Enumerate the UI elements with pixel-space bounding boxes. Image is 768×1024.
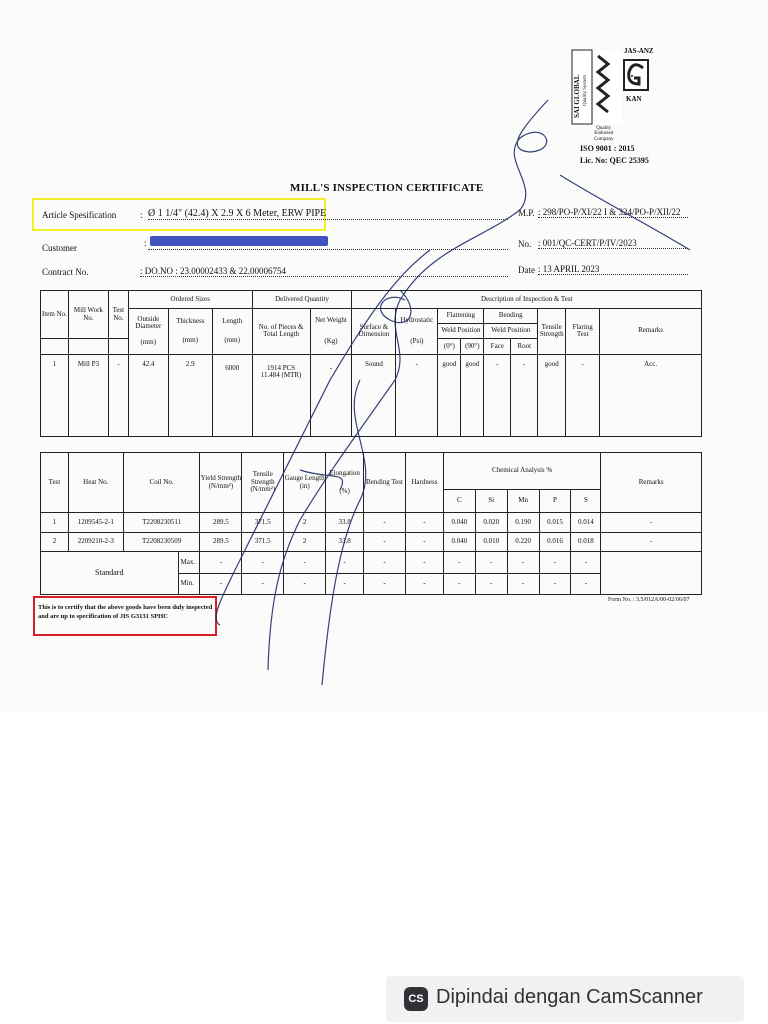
cell-yield: 289.5	[200, 513, 242, 533]
sai-global-logo	[568, 46, 678, 172]
cell-face: -	[484, 354, 511, 436]
col-face: Face	[484, 339, 511, 354]
cell-tens: 371.5	[242, 532, 284, 552]
logo-accreditation-top: JAS-ANZ	[624, 47, 654, 55]
cell-pieces-count: 1914 PCS	[266, 363, 296, 372]
cell-dash: -	[200, 574, 242, 595]
cell-dash: -	[242, 574, 284, 595]
certification-line: This is to certify that the above goods have been duly inspected	[38, 604, 213, 611]
camscanner-label: Dipindai dengan CamScanner	[436, 986, 703, 1008]
col-description: Description of Inspection & Test	[352, 291, 702, 309]
cell-mn: 0.220	[507, 532, 539, 552]
cell-p: 0.016	[539, 532, 571, 552]
cell-tens: 371.5	[242, 513, 284, 533]
licence-number: Lic. No: QEC 25395	[580, 156, 649, 165]
col-yield-label: Yield Strength	[200, 474, 242, 483]
sai-global-logo-graphic	[568, 46, 678, 172]
cell-flaring: -	[566, 354, 600, 436]
camscanner-icon: CS	[404, 987, 428, 1011]
cell-elong: 33.8	[326, 532, 364, 552]
col-p: P	[539, 489, 571, 512]
col-elong-label: Elongation	[329, 469, 360, 478]
date-value: : 13 APRIL 2023	[538, 264, 688, 275]
cell-si: 0.010	[475, 532, 507, 552]
cell-item: 1	[41, 354, 69, 436]
col-delivered-quantity: Delivered Quantity	[252, 291, 352, 309]
col-test: Test	[41, 453, 69, 513]
cell-dash: -	[364, 574, 406, 595]
cell-flat-90: good	[461, 354, 484, 436]
logo-brand: SAI GLOBAL	[573, 74, 581, 118]
col-gauge	[284, 453, 326, 513]
col-pieces: No. of Pieces & Total Length	[252, 308, 310, 354]
col-od-label: Outside Diameter	[135, 315, 162, 331]
col-hardness: Hardness	[405, 453, 443, 513]
col-flat-weld-position: Weld Position	[438, 323, 484, 338]
cell-heat: 1209545-2-1	[68, 513, 123, 533]
col-chemical: Chemical Analysis %	[443, 453, 600, 490]
cell-remarks: Acc.	[600, 354, 702, 436]
test-row	[41, 513, 702, 533]
contract-value: : DO.NO : 23.00002433 & 22.00006754	[140, 266, 508, 277]
cell-dash: -	[507, 574, 539, 595]
col-hydrostatic	[396, 308, 438, 354]
col-net-weight	[310, 308, 352, 354]
cell-dash: -	[326, 552, 364, 574]
cell-test: 1	[41, 513, 69, 533]
cell-hard: -	[405, 532, 443, 552]
article-value	[148, 208, 508, 220]
col-netw-unit: (Kg)	[324, 337, 338, 346]
cell-dash: -	[539, 552, 571, 574]
logo-accreditation-bottom: KAN	[626, 95, 642, 103]
col-thk-unit: (mm)	[182, 336, 199, 345]
iso-label: ISO 9001 : 2015	[580, 144, 635, 153]
customer-label: Customer	[42, 243, 77, 253]
certification-line: and are up to specification of JIS G3131 SPHC	[38, 613, 168, 621]
cell-hard: -	[405, 513, 443, 533]
col-mn: Mn	[507, 489, 539, 512]
camscanner-watermark	[386, 976, 744, 1022]
col-flaring: Flaring Test	[566, 308, 600, 354]
cell-coil: T2208230511	[123, 513, 200, 533]
col-item-no: Item No.	[41, 291, 69, 339]
logo-caption-line: Company	[594, 136, 614, 142]
cell-bend: -	[364, 513, 406, 533]
date-label: Date	[518, 265, 535, 275]
cell-yield: 289.5	[200, 532, 242, 552]
no-label: No.	[518, 239, 532, 249]
col-tens-unit: (N/mm²)	[250, 485, 276, 494]
col-tens-label: Tensile Strength	[250, 470, 275, 486]
mechanical-chemical-table	[40, 452, 702, 595]
col-gauge-unit: (in)	[299, 481, 310, 490]
cell-s: 0.014	[571, 513, 601, 533]
col-flat-90: (90°)	[461, 339, 484, 354]
col-si: Si	[475, 489, 507, 512]
col-heat-no: Heat No.	[68, 453, 123, 513]
cell-thickness: 2.9	[168, 354, 212, 436]
logo-brand-small: Quality System	[583, 75, 588, 106]
logo-caption-line: Endorsed	[594, 131, 614, 137]
col-surface: Surface & Dimension	[352, 308, 396, 354]
inspection-table	[40, 290, 702, 437]
cell-heat: 2209210-2-3	[68, 532, 123, 552]
max-label: Max.	[178, 552, 200, 574]
cell-length: 6000	[212, 354, 252, 436]
col-mill-blank	[68, 339, 108, 354]
cell-dash: -	[364, 552, 406, 574]
cell-p: 0.015	[539, 513, 571, 533]
cell-dash: -	[443, 552, 475, 574]
cell-dash: -	[571, 574, 601, 595]
col-outside-diameter	[128, 308, 168, 354]
col-bend-weld-position: Weld Position	[484, 323, 538, 338]
test-row	[41, 532, 702, 552]
col-flat-0: (0°)	[438, 339, 461, 354]
cell-test: -	[108, 354, 128, 436]
mp-label: M.P.	[518, 208, 535, 218]
cell-od: 42.4	[128, 354, 168, 436]
col-elongation	[326, 453, 364, 513]
cell-flat-0: good	[438, 354, 461, 436]
cell-dash: -	[200, 552, 242, 574]
col-test-blank	[108, 339, 128, 354]
customer-colon: :	[144, 238, 147, 248]
cell-total-length: 11.484 (MTR)	[260, 370, 302, 379]
certificate-title: MILL'S INSPECTION CERTIFICATE	[290, 182, 484, 194]
cell-dash: -	[326, 574, 364, 595]
cell-dash: -	[571, 552, 601, 574]
col-coil-no: Coil No.	[123, 453, 200, 513]
cell-tensile: good	[538, 354, 566, 436]
cell-dash: -	[405, 574, 443, 595]
cell-mn: 0.190	[507, 513, 539, 533]
mp-value: : 298/PO-P/XI/22 I & 324/PO-P/XII/22	[538, 207, 688, 218]
col-remarks-2: Remarks	[601, 453, 702, 513]
col-thickness	[168, 308, 212, 354]
cell-coil: T2208230509	[123, 532, 200, 552]
cell-dash: -	[539, 574, 571, 595]
cell-bend: -	[364, 532, 406, 552]
cell-si: 0.020	[475, 513, 507, 533]
col-c: C	[443, 489, 475, 512]
cell-dash: -	[475, 552, 507, 574]
cell-remarks: -	[601, 513, 702, 533]
col-bending-test: Bending Test	[364, 453, 406, 513]
col-s: S	[571, 489, 601, 512]
col-gauge-label: Gauge Length	[284, 474, 325, 483]
customer-redaction	[150, 236, 328, 246]
standard-label: Standard	[41, 552, 179, 595]
col-yield	[200, 453, 242, 513]
col-ordered-sizes: Ordered Sizes	[128, 291, 252, 309]
no-value: : 001/QC-CERT/P/IV/2023	[538, 238, 688, 249]
col-bending: Bending	[484, 308, 538, 323]
cell-gauge: 2	[284, 513, 326, 533]
cell-dash: -	[475, 574, 507, 595]
form-number: Form No. : 3.5/012A/00-02/06/07	[608, 597, 690, 603]
col-yield-unit: (N/mm²)	[208, 481, 234, 490]
col-len-label: Length	[222, 316, 243, 325]
cell-dash: -	[284, 574, 326, 595]
cell-s: 0.018	[571, 532, 601, 552]
cell-c: 0.040	[443, 513, 475, 533]
contract-label: Contract No.	[42, 267, 89, 277]
cell-net-weight: -	[310, 354, 352, 436]
col-length	[212, 308, 252, 354]
col-len-unit: (mm)	[224, 336, 240, 345]
col-mill-work-no: Mill Work No.	[68, 291, 108, 339]
col-hydro-label: Hydrostatic	[400, 315, 434, 324]
col-thk-label: Thickness	[176, 316, 205, 325]
inspection-row	[41, 354, 702, 436]
col-elong-unit: (%)	[339, 486, 350, 495]
cell-test: 2	[41, 532, 69, 552]
min-label: Min.	[178, 574, 200, 595]
certification-text	[38, 603, 212, 621]
cell-dash: -	[443, 574, 475, 595]
cell-mill: Mill P3	[68, 354, 108, 436]
logo-caption-line: Quality	[596, 126, 612, 131]
customer-underline	[148, 248, 508, 250]
col-tensile: Tensile Strength	[538, 308, 566, 354]
col-test-no: Test No.	[108, 291, 128, 339]
col-hydro-unit: (Psi)	[410, 337, 424, 346]
cell-dash: -	[507, 552, 539, 574]
cell-hydro: -	[396, 354, 438, 436]
article-value-text: Ø 1 1/4" (42.4) X 2.9 X 6 Meter, ERW PIPE	[148, 208, 327, 219]
cell-dash: -	[284, 552, 326, 574]
article-colon: :	[140, 210, 143, 220]
cell-root: -	[511, 354, 538, 436]
standard-row	[41, 552, 702, 574]
cell-surface: Sound	[352, 354, 396, 436]
col-root: Root	[511, 339, 538, 354]
cell-pieces	[252, 354, 310, 436]
cell-standard-remarks	[601, 552, 702, 595]
cell-dash: -	[405, 552, 443, 574]
col-netw-label: Net Weight	[315, 315, 347, 324]
cell-dash: -	[242, 552, 284, 574]
cell-remarks: -	[601, 532, 702, 552]
cell-c: 0.040	[443, 532, 475, 552]
col-item-blank	[41, 339, 69, 354]
article-label: Article Spesification	[42, 210, 117, 220]
col-remarks: Remarks	[600, 308, 702, 354]
col-od-unit: (mm)	[140, 337, 157, 346]
cell-elong: 33.8	[326, 513, 364, 533]
logo-caption	[594, 126, 613, 142]
col-flattening: Flattening	[438, 308, 484, 323]
col-tensile-strength	[242, 453, 284, 513]
cell-gauge: 2	[284, 532, 326, 552]
